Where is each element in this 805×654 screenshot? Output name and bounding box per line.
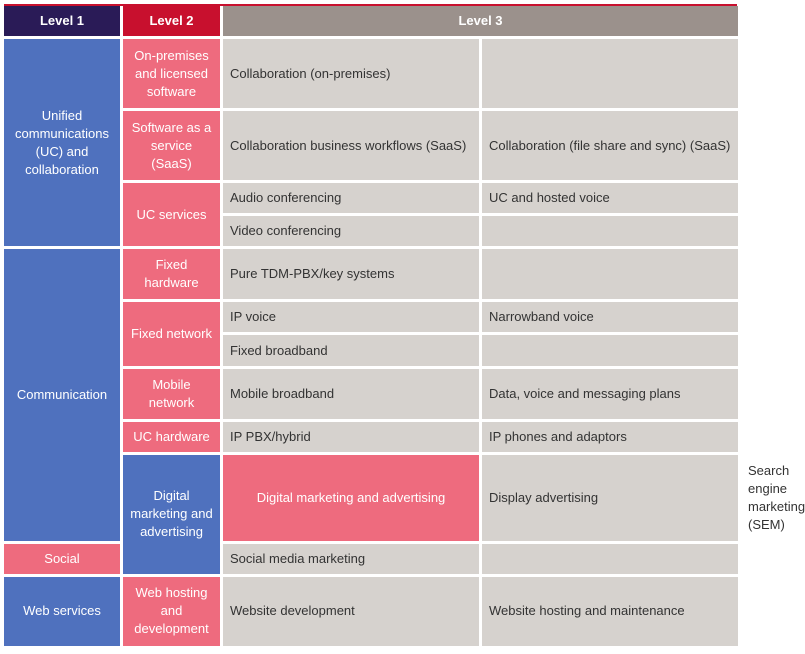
level3-cell: Audio conferencing [223, 183, 479, 213]
level3-cell: Website development [223, 577, 479, 646]
level3-cell: Collaboration (file share and sync) (SaaS) [482, 111, 738, 180]
level3-cell: UC and hosted voice [482, 183, 738, 213]
level3-cell: Collaboration business workflows (SaaS) [223, 111, 479, 180]
header-level-1: Level 1 [4, 6, 120, 36]
table-row: Digital marketing and advertising Digital marketing and advertising Display advertising Search engine marketing (SEM) [4, 455, 741, 541]
level3-cell: Collaboration (on-premises) [223, 39, 479, 108]
header-level-3: Level 3 [223, 6, 738, 36]
level2-uc-hardware: UC hardware [123, 422, 220, 452]
level2-saas: Software as a service (SaaS) [123, 111, 220, 180]
level3-cell: IP voice [223, 302, 479, 332]
level3-cell [482, 335, 738, 365]
level3-cell: IP phones and adaptors [482, 422, 738, 452]
level2-web-hosting: Web hosting and development [123, 577, 220, 646]
header-row [4, 6, 741, 36]
level2-mobile-network: Mobile network [123, 369, 220, 419]
table-row [4, 577, 741, 646]
level3-cell: Data, voice and messaging plans [482, 369, 738, 419]
level2-uc-services: UC services [123, 183, 220, 246]
level2-onprem: On-premises and licensed software [123, 39, 220, 108]
level3-cell: Fixed broadband [223, 335, 479, 365]
level3-cell: Video conferencing [223, 216, 479, 246]
level3-cell: IP PBX/hybrid [223, 422, 479, 452]
level2-social: Social [4, 544, 120, 574]
level3-cell [482, 249, 738, 299]
level3-cell: Display advertising [482, 455, 738, 541]
level1-digital-marketing: Digital marketing and advertising [123, 455, 220, 574]
level3-cell [482, 216, 738, 246]
level3-cell: Social media marketing [223, 544, 479, 574]
level3-cell [482, 39, 738, 108]
level1-communication: Communication [4, 249, 120, 540]
level2-fixed-hardware: Fixed hardware [123, 249, 220, 299]
level3-cell: Narrowband voice [482, 302, 738, 332]
level1-uc: Unified communications (UC) and collaboration [4, 39, 120, 246]
level2-fixed-network: Fixed network [123, 302, 220, 365]
level3-cell [482, 544, 738, 574]
level3-cell: Website hosting and maintenance [482, 577, 738, 646]
level1-web-services: Web services [4, 577, 120, 646]
level2-digital-marketing: Digital marketing and advertising [223, 455, 479, 541]
table-row [4, 249, 741, 299]
header-level-2: Level 2 [123, 6, 220, 36]
table-row [4, 39, 741, 108]
level3-cell: Pure TDM-PBX/key systems [223, 249, 479, 299]
table-row [4, 544, 741, 574]
level3-cell: Mobile broadband [223, 369, 479, 419]
taxonomy-table [1, 3, 805, 649]
